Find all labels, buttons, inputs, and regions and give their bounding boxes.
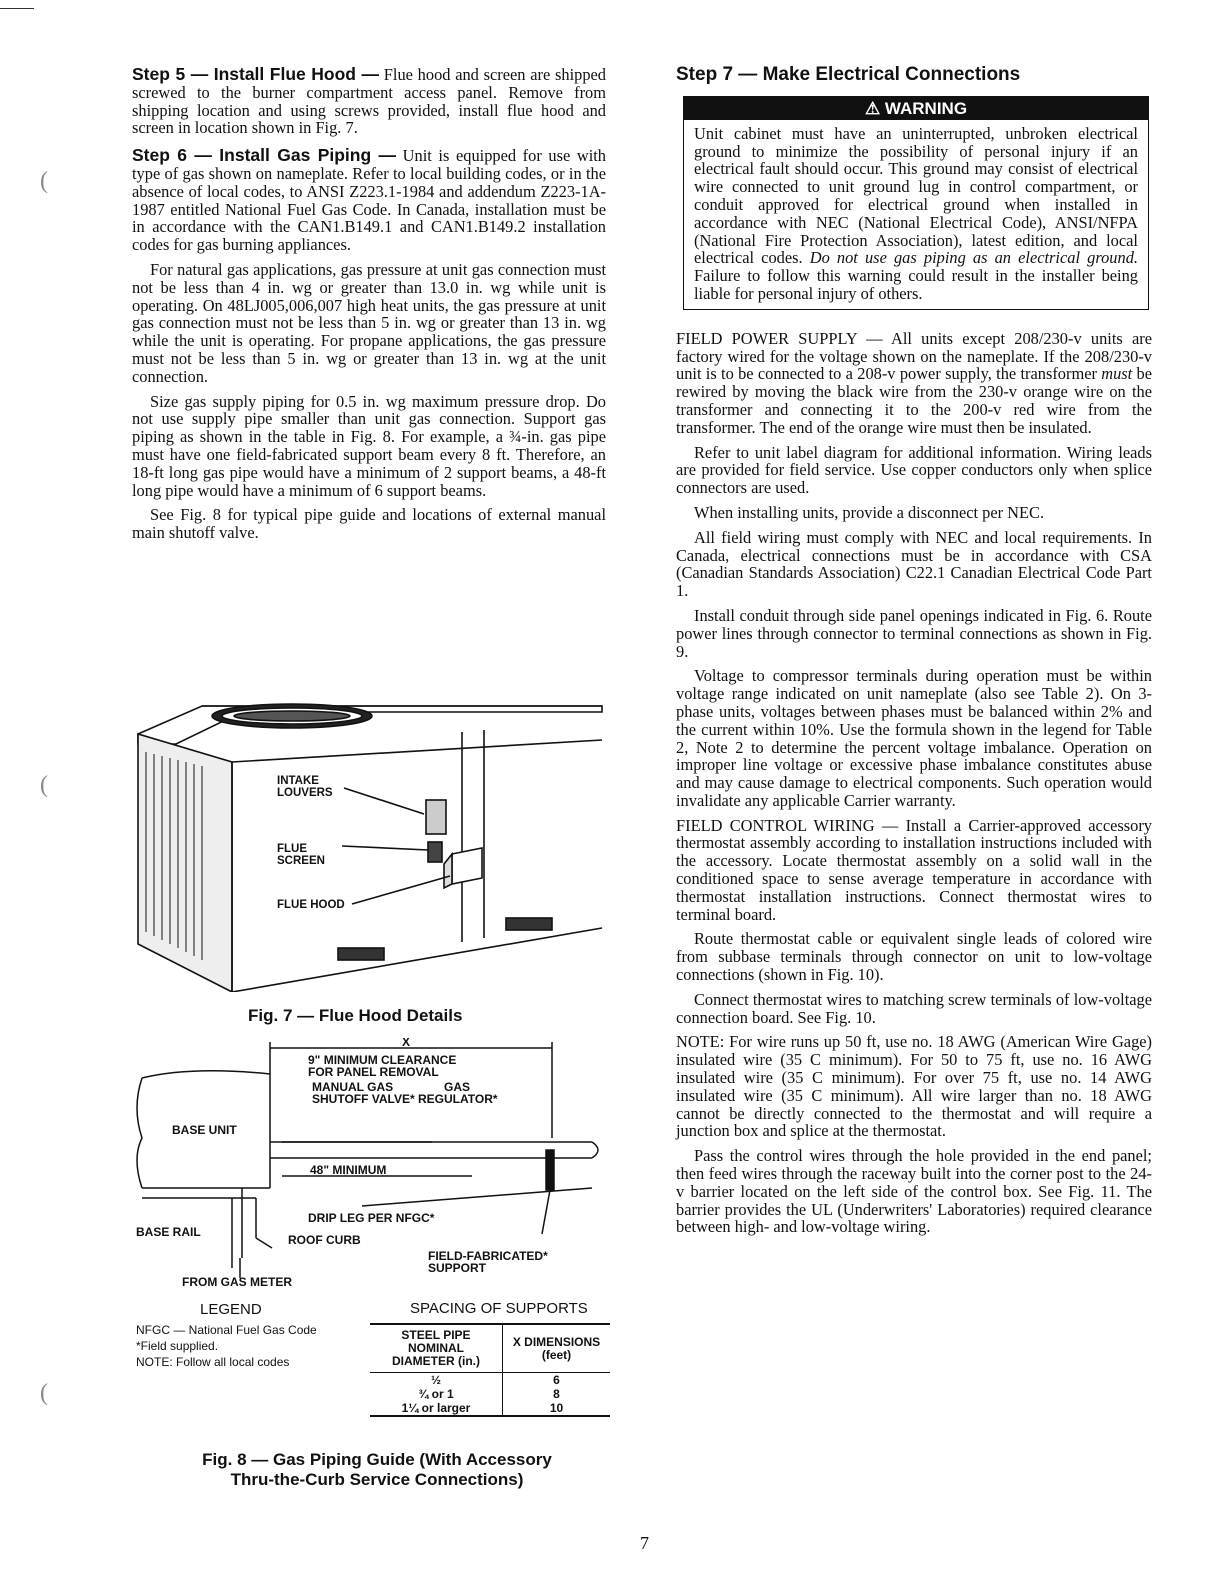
field-power-text: All units except 208/230-v units are factory wired for the voltage shown on the nameplate. If the 208/230-v unit is to be connected to a 208-v power supply, the transformer xyxy=(676,328,1153,384)
step5-heading: Step 5 — Install Flue Hood — xyxy=(132,64,380,84)
field-control-lead: FIELD CONTROL WIRING — xyxy=(676,815,906,835)
legend-field: *Field supplied. xyxy=(136,1339,219,1353)
margin-mark: ( xyxy=(40,772,48,798)
see-fig8-paragraph: See Fig. 8 for typical pipe guide and locations of external manual main shutoff valve. xyxy=(132,505,606,543)
fig8-caption xyxy=(132,1450,622,1490)
disconnect-paragraph: When installing units, provide a disconnect per NEC. xyxy=(694,502,1045,522)
table-header-row xyxy=(370,1324,610,1373)
table-row xyxy=(370,1373,610,1388)
margin-mark: ( xyxy=(40,1380,48,1406)
step6-paragraph xyxy=(132,147,606,254)
clearance-label-2: FOR PANEL REMOVAL xyxy=(308,1065,439,1079)
flue-hood-label: FLUE HOOD xyxy=(277,899,345,911)
table-cell: ¾ or 1 xyxy=(370,1387,503,1401)
x-label: X xyxy=(402,1038,411,1049)
warning-text-end: Failure to follow this warning could result in the installer being liable for personal injury of others. xyxy=(694,266,1138,303)
field-power-paragraph xyxy=(676,330,1152,437)
table-row xyxy=(370,1401,610,1416)
step6-body: Unit is equipped for use with type of gas shown on nameplate. Refer to local building codes, or in the absence of local codes, to ANSI Z223.1-1984 and addendum Z223-1A-1987 entitled National Fuel Gas Code. In Canada, installation must be in accordance with the CAN1.B149.1 and CAN1.B149.2 installation codes for gas burning appliances. xyxy=(132,146,606,255)
drip-leg-label: DRIP LEG PER NFGC* xyxy=(308,1211,435,1225)
fig8-legend xyxy=(136,1302,317,1370)
spacing-table-block xyxy=(370,1300,610,1417)
warning-text-main: Unit cabinet must have an uninterrupted, unbroken electrical ground to minimize the possibility of personal injury if an electrical fault should occur. This ground may consist of electrical wire connected to unit ground lug in control compartment, or conduit approved for electrical ground when installed in accordance with NEC (National Electrical Code), ANSI/NFPA (National Fire Protection Association), latest edition, and local electrical codes. xyxy=(694,123,1138,268)
fig8-gas-piping-diagram xyxy=(132,1038,612,1298)
natural-gas-paragraph: For natural gas applications, gas pressure at unit gas connection must not be less than 4 in. wg or greater than 13.0 in. wg while unit is operating. On 48LJ005,006,007 high heat units, the gas pressure at unit gas connection must not be less than 5 in. wg or greater than 13 in. wg while the unit is operating. For propane applications, the gas pressure must not be less than 5 in. wg or greater than 13 in. wg at the unit connection. xyxy=(132,259,606,386)
field-power-lead: FIELD POWER SUPPLY — xyxy=(676,328,891,348)
fig7-flue-hood-illustration xyxy=(132,692,612,992)
table-header-cell: STEEL PIPE NOMINAL DIAMETER (in.) xyxy=(370,1324,503,1373)
clearance-label-1: 9" MINIMUM CLEARANCE xyxy=(308,1053,457,1067)
spacing-table xyxy=(370,1323,610,1417)
table-cell: 1¼ or larger xyxy=(370,1401,503,1416)
legend-nfgc: NFGC — National Fuel Gas Code xyxy=(136,1323,317,1337)
field-control-text: Install a Carrier-approved accessory thermostat assembly according to installation instructions included with the accessory. Locate thermostat assembly on a solid wall in the conditioned space to sense average temperature in accordance with thermostat installation instructions. Connect thermostat wires to terminal board. xyxy=(676,815,1152,924)
page-number: 7 xyxy=(640,1533,649,1553)
field-fabricated-label: FIELD-FABRICATED* xyxy=(428,1249,548,1263)
warning-box xyxy=(683,96,1149,310)
table-cell: 6 xyxy=(553,1373,560,1387)
table-header-cell: X DIMENSIONS (feet) xyxy=(512,1334,601,1362)
support-label: SUPPORT xyxy=(428,1261,487,1275)
pass-paragraph: Pass the control wires through the hole provided in the end panel; then feed wires through the raceway built into the corner post to the 24-v barrier located on the left side of the control box. See Fig. 11. The barrier provides the UL (Underwriters' Laboratories) required clearance between high- and low-voltage wiring. xyxy=(676,1146,1152,1237)
roof-curb-label: ROOF CURB xyxy=(288,1233,361,1247)
size-paragraph: Size gas supply piping for 0.5 in. wg maximum pressure drop. Do not use supply pipe smaller than unit gas connection. Support gas piping as shown in the table in Fig. 8. For example, a ¾-in. gas pipe must have one field-fabricated support beam every 8 ft. Therefore, an 18-ft long gas pipe would have a minimum of 2 support beams, a 48-ft long pipe would have a minimum of 6 support beams. xyxy=(132,391,606,500)
note-paragraph: NOTE: For wire runs up 50 ft, use no. 18 AWG (American Wire Gage) insulated wire (35 C minimum). For 50 to 75 ft, use no. 16 AWG insulated wire (35 C minimum). For over 75 ft, use no. 14 AWG insulated wire (35 C minimum). All wire larger than no. 18 AWG cannot be directly connected to the thermostat and will require a junction box and splice at the thermostat. xyxy=(676,1032,1152,1141)
margin-mark: ( xyxy=(40,168,48,194)
warning-title: ⚠ WARNING xyxy=(684,97,1148,120)
screen-label: SCREEN xyxy=(277,855,325,867)
label-paragraph: Refer to unit label diagram for additional information. Wiring leads are provided for field service. Use copper conductors only when splice connectors are used. xyxy=(676,442,1152,498)
warning-text xyxy=(684,120,1148,309)
from-gas-meter-label: FROM GAS METER xyxy=(182,1275,292,1289)
step5-paragraph xyxy=(132,66,606,137)
fig8-caption-line-1: Fig. 8 — Gas Piping Guide (With Accessory xyxy=(202,1450,552,1469)
legend-note: NOTE: Follow all local codes xyxy=(136,1355,290,1369)
louvers-label: LOUVERS xyxy=(277,787,333,799)
conduit-paragraph: Install conduit through side panel openings indicated in Fig. 6. Route power lines through connector to terminal connections as shown in Fig. 9. xyxy=(676,605,1152,661)
nec-paragraph: All field wiring must comply with NEC and local requirements. In Canada, electrical connections must be in accordance with CSA (Canadian Standards Association) C22.1 Canadian Electrical Code Part 1. xyxy=(676,527,1152,601)
intake-label: INTAKE xyxy=(277,775,319,787)
warning-text-italic: Do not use gas piping as an electrical ground. xyxy=(809,248,1138,268)
field-control-paragraph xyxy=(676,817,1152,924)
minimum-48-label: 48" MINIMUM xyxy=(310,1163,387,1177)
shutoff-label: SHUTOFF VALVE* REGULATOR* xyxy=(312,1092,498,1106)
right-column xyxy=(676,66,1152,1243)
route-paragraph: Route thermostat cable or equivalent single leads of colored wire from subbase terminals through connector on unit to low-voltage connections (shown in Fig. 10). xyxy=(676,929,1152,985)
base-rail-label: BASE RAIL xyxy=(136,1225,201,1239)
field-power-text-end: be rewired by moving the black wire from the 230-v orange wire on the transformer and connecting it to the 200-v red wire from the transformer. The end of the orange wire must then be insulated. xyxy=(676,364,1152,437)
fig8-caption-line-2: Thru-the-Curb Service Connections) xyxy=(230,1470,524,1489)
table-cell: 8 xyxy=(553,1387,560,1401)
table-cell: ½ xyxy=(370,1373,503,1388)
table-cell: 10 xyxy=(549,1401,564,1415)
flue-label: FLUE xyxy=(277,843,308,855)
step5-body: Flue hood and screen are shipped screwed to the burner compartment access panel. Remove from shipping location and using screws provided, install flue hood and screen in location shown in Fig. 7. xyxy=(132,65,606,138)
manual-gas-label: MANUAL GAS xyxy=(312,1080,394,1094)
step7-heading: Step 7 — Make Electrical Connections xyxy=(676,64,1021,85)
field-power-italic: must xyxy=(1101,364,1133,384)
connect-paragraph: Connect thermostat wires to matching screw terminals of low-voltage connection board. See Fig. 10. xyxy=(676,989,1152,1027)
table-row xyxy=(370,1387,610,1401)
gas-label: GAS xyxy=(444,1080,471,1094)
fig7-caption: Fig. 7 — Flue Hood Details xyxy=(248,1006,463,1025)
step6-heading: Step 6 — Install Gas Piping — xyxy=(132,145,397,166)
legend-title: LEGEND xyxy=(200,1301,262,1318)
base-unit-label: BASE UNIT xyxy=(172,1123,237,1137)
voltage-paragraph: Voltage to compressor terminals during operation must be within voltage range indicated on unit nameplate (also see Table 2). On 3-phase units, voltages between phases must be balanced within 2% and the current within 10%. Use the formula shown in the legend for Table 2, Note 2 to determine the percent voltage imbalance. Operation on improper line voltage or excessive phase imbalance constitutes abuse and may cause damage to electrical components. Such operation would invalidate any applicable Carrier warranty. xyxy=(676,666,1152,810)
page-corner-rule xyxy=(0,8,34,9)
spacing-table-title: SPACING OF SUPPORTS xyxy=(410,1300,588,1317)
left-column xyxy=(132,66,606,549)
